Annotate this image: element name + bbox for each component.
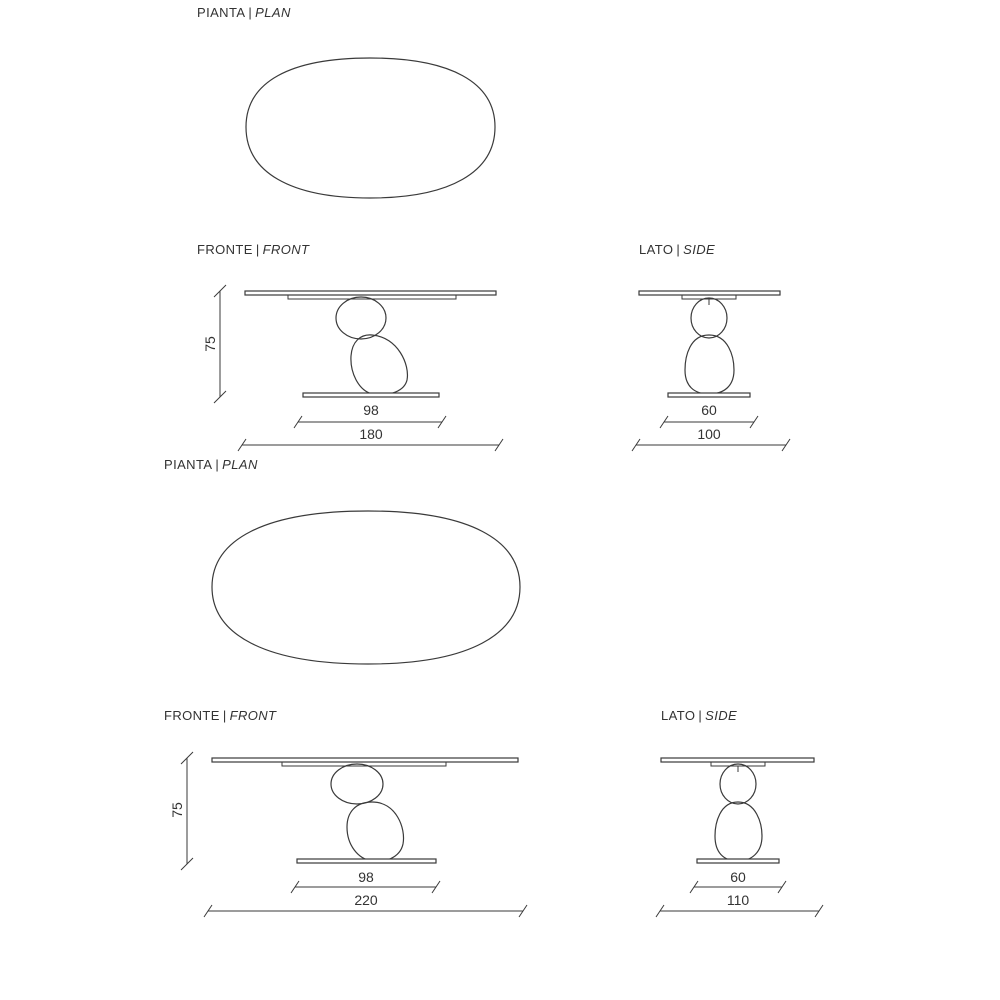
side-base-plate-2: [697, 859, 779, 863]
front-title-en-2: FRONT: [229, 708, 277, 723]
side-title-1: [639, 242, 715, 258]
front-tabletop-2: [212, 758, 518, 762]
side-title-en-2: SIDE: [705, 708, 738, 723]
side-tabletop-2: [661, 758, 814, 762]
plan-tabletop-outline-1: [246, 58, 495, 198]
side-title-it-2: LATO: [661, 708, 696, 723]
front-title-it-2: FRONTE: [164, 708, 220, 723]
plan-title-1: [197, 5, 291, 21]
side-title-en-1: SIDE: [683, 242, 716, 257]
title-separator: |: [215, 457, 220, 472]
side-width-dim-label-2: 110: [726, 892, 750, 908]
front-upper-stone-2: [331, 764, 383, 804]
front-title-2: [164, 708, 276, 724]
height-dim-label-1: 75: [202, 336, 218, 352]
side-base-plate-1: [668, 393, 750, 397]
front-base-dim-label-1: 98: [363, 402, 379, 418]
front-tabletop-1: [245, 291, 496, 295]
front-length-dim-label-1: 180: [359, 426, 383, 442]
front-lower-stone-2: [347, 802, 404, 861]
plan-title-en-1: PLAN: [255, 5, 291, 20]
side-base-dim-label-2: 60: [730, 869, 746, 885]
height-dim-label-2: 75: [169, 802, 185, 818]
plan-title-2: [164, 457, 258, 473]
front-base-plate-1: [303, 393, 439, 397]
front-top-rim-1: [288, 295, 456, 299]
title-separator: |: [248, 5, 253, 20]
side-title-2: [661, 708, 737, 724]
side-width-dim-label-1: 100: [697, 426, 721, 442]
plan-tabletop-outline-2: [212, 511, 520, 664]
front-base-dim-label-2: 98: [358, 869, 374, 885]
title-separator: |: [255, 242, 260, 257]
plan-view-2: [212, 511, 520, 664]
front-title-1: [197, 242, 309, 258]
side-base-dim-label-1: 60: [701, 402, 717, 418]
front-base-plate-2: [297, 859, 436, 863]
front-upper-stone-1: [336, 297, 386, 339]
side-lower-stone-2: [715, 802, 762, 861]
plan-title-it-1: PIANTA: [197, 5, 246, 20]
plan-title-it-2: PIANTA: [164, 457, 213, 472]
title-separator: |: [222, 708, 227, 723]
front-lower-stone-1: [351, 335, 408, 395]
title-separator: |: [698, 708, 703, 723]
plan-view-1: [246, 58, 495, 198]
plan-title-en-2: PLAN: [222, 457, 258, 472]
title-separator: |: [676, 242, 681, 257]
side-title-it-1: LATO: [639, 242, 674, 257]
front-length-dim-label-2: 220: [354, 892, 378, 908]
side-tabletop-1: [639, 291, 780, 295]
front-title-en-1: FRONT: [262, 242, 310, 257]
front-title-it-1: FRONTE: [197, 242, 253, 257]
side-lower-stone-1: [685, 335, 734, 394]
